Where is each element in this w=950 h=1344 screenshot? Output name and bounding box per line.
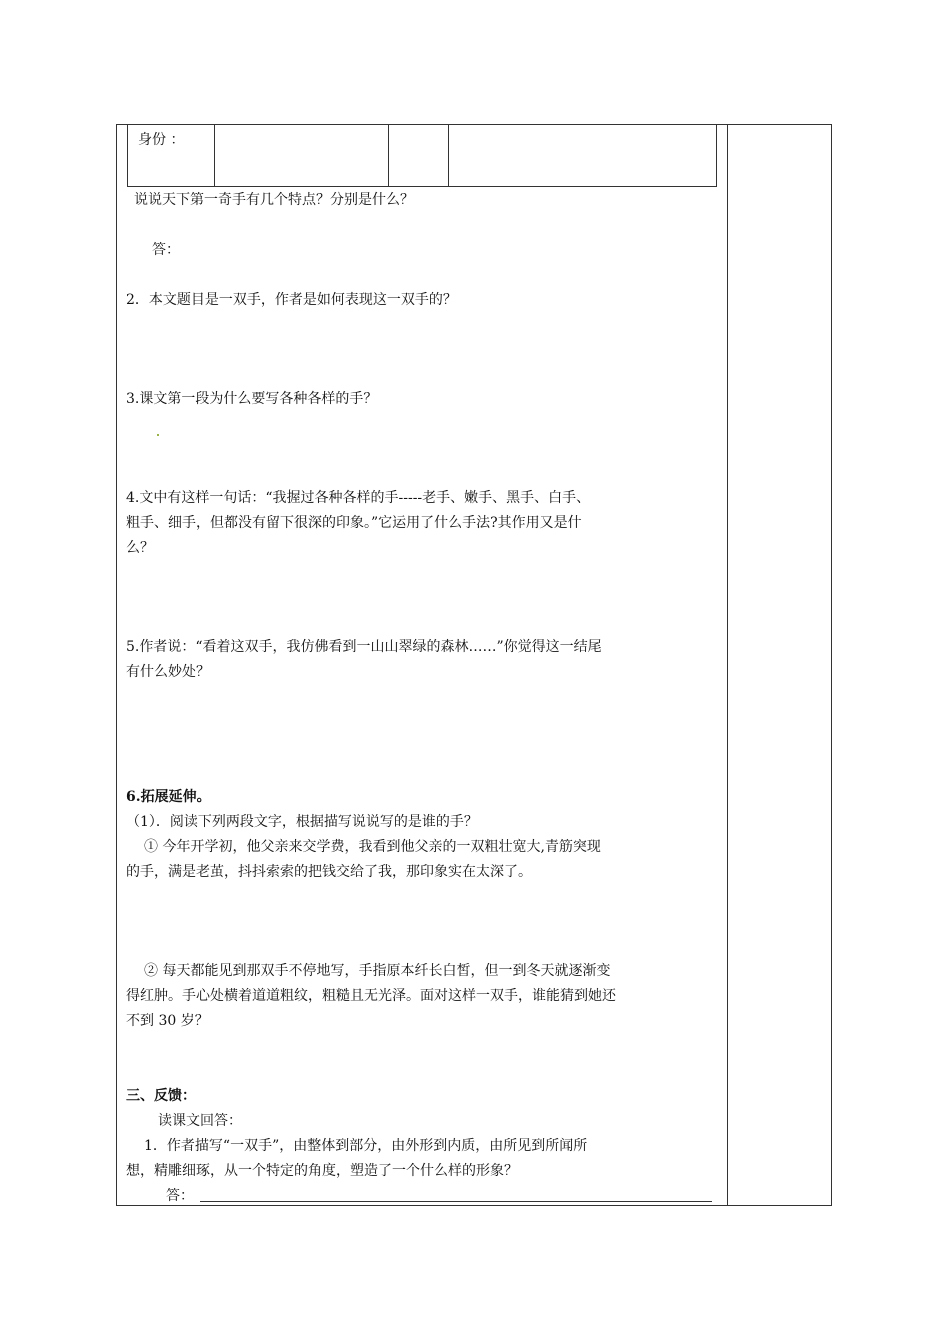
question-5-line-1: 5.作者说：“看着这双手，我仿佛看到一山山翠绿的森林……”你觉得这一结尾: [126, 639, 602, 655]
identity-table: [127, 125, 717, 187]
feedback-heading: 三、反馈：: [126, 1088, 196, 1104]
passage-2-line-2: 得红肿。手心处横着道道粗纹，粗糙且无光泽。面对这样一双手，谁能猜到她还: [126, 988, 616, 1004]
question-1-answer-label: 答：: [152, 242, 180, 258]
question-4-line-1: 4.文中有这样一句话：“我握过各种各样的手-----老手、嫩手、黑手、白手、: [126, 490, 591, 506]
question-1: 说说天下第一奇手有几个特点？分别是什么？: [134, 192, 414, 208]
identity-table-col-line: [214, 125, 215, 186]
worksheet-table: [116, 124, 832, 1206]
passage-1-line-2: 的手，满是老茧，抖抖索索的把钱交给了我，那印象实在太深了。: [126, 864, 532, 880]
question-3: 3.课文第一段为什么要写各种各样的手？: [126, 391, 378, 407]
passage-1-line-1: ① 今年开学初，他父亲来交学费，我看到他父亲的一双粗壮宽大,青筋突现: [144, 839, 601, 855]
question-2: 2．本文题目是一双手，作者是如何表现这一双手的？: [126, 292, 457, 308]
identity-table-col-line: [448, 125, 449, 186]
identity-table-col-line: [388, 125, 389, 186]
question-5-line-2: 有什么妙处？: [126, 664, 210, 680]
extension-prompt: （1）．阅读下列两段文字，根据描写说说写的是谁的手？: [126, 814, 478, 830]
feedback-question-1-line-1: 1．作者描写“一双手”，由整体到部分，由外形到内质，由所见到所闻所: [144, 1138, 588, 1154]
answer-blank-line[interactable]: [200, 1201, 712, 1202]
passage-2-line-3: 不到 30 岁？: [126, 1013, 209, 1029]
identity-label: 身份 ：: [138, 132, 185, 148]
question-4-line-3: 么？: [126, 540, 154, 556]
feedback-question-1-line-2: 想，精雕细琢，从一个特定的角度，塑造了一个什么样的形象？: [126, 1163, 518, 1179]
passage-2-line-1: ② 每天都能见到那双手不停地写，手指原本纤长白皙，但一到冬天就逐渐变: [144, 963, 611, 979]
feedback-answer-label: 答：: [166, 1188, 194, 1204]
feedback-intro: 读课文回答：: [158, 1113, 242, 1129]
stray-mark: [157, 434, 159, 436]
column-divider: [727, 125, 728, 1205]
extension-heading: 6.拓展延伸。: [126, 789, 211, 805]
question-4-line-2: 粗手、细手，但都没有留下很深的印象。”它运用了什么手法?其作用又是什: [126, 515, 582, 531]
